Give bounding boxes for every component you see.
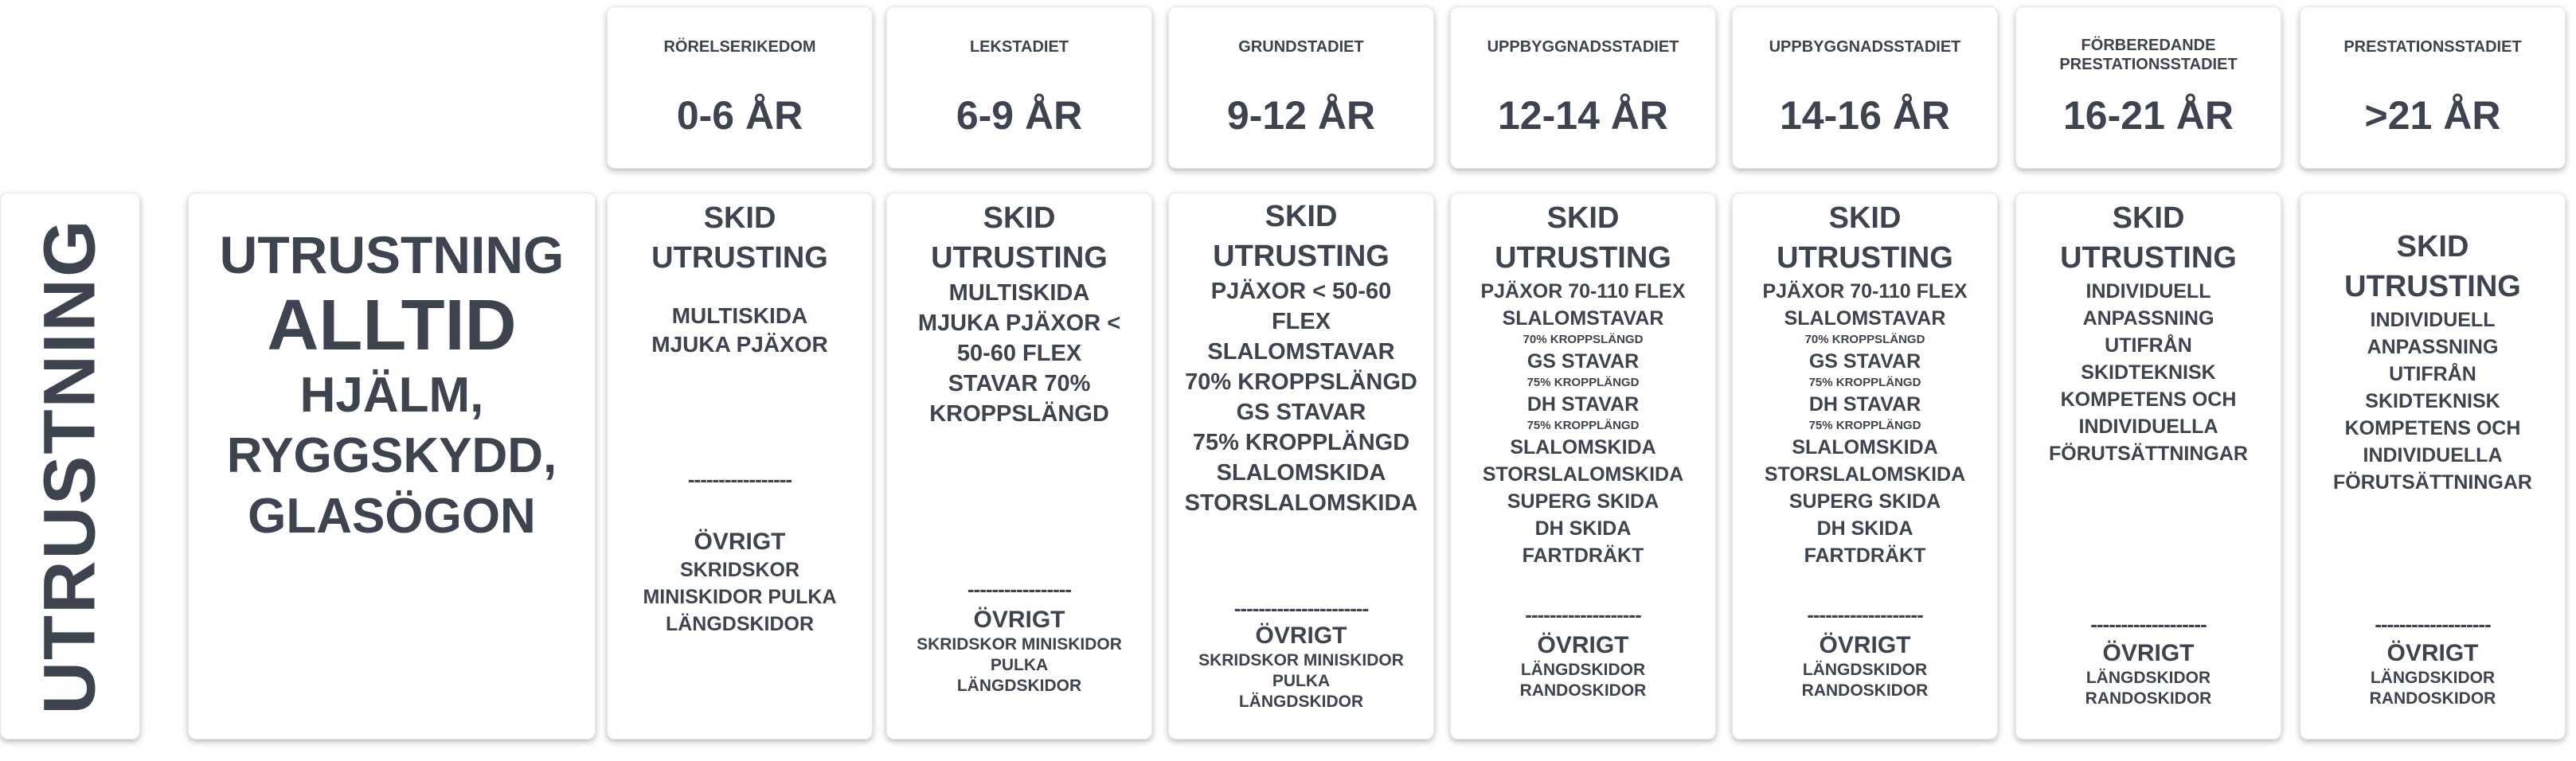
list-item: GS STAVAR	[1808, 350, 1921, 373]
list-item: DH STAVAR	[1808, 393, 1921, 416]
list-item: STORSLALOMSKIDA	[1482, 463, 1684, 486]
stage-age: 9-12 ÅR	[1226, 93, 1376, 138]
stage-name-line: PRESTATIONSSTADIET	[2059, 56, 2238, 73]
column-title: UTRUSTING	[2060, 241, 2237, 275]
list-item: GS STAVAR	[1526, 350, 1640, 373]
other-item: PULKA	[990, 656, 1049, 674]
list-item: SUPERG SKIDA	[1788, 490, 1941, 513]
divider: -------------------	[1525, 603, 1641, 626]
list-item: SUPERG SKIDA	[1507, 490, 1659, 513]
list-item: FLEX	[1271, 309, 1331, 334]
column-title: SKID	[1828, 201, 1902, 235]
other-item: LÄNGDSKIDOR	[956, 677, 1082, 695]
stage-name: RÖRELSERIKEDOM	[663, 38, 816, 56]
list-item: PJÄXOR 70-110 FLEX	[1480, 280, 1686, 302]
list-item: UTIFRÅN	[2389, 363, 2476, 385]
list-item: 70% KROPPSLÄNGD	[1185, 369, 1417, 395]
list-item: STAVAR 70%	[948, 371, 1091, 396]
column-title: UTRUSTING	[1495, 241, 1671, 275]
list-item: SKIDTEKNISK	[2365, 390, 2500, 412]
divider: -----------------	[967, 577, 1072, 601]
stage-name: GRUNDSTADIET	[1238, 38, 1364, 56]
list-item-note: 70% KROPPSLÄNGD	[1804, 333, 1925, 346]
other-title: ÖVRIGT	[1819, 632, 1911, 658]
divider: -------------------	[2375, 612, 2491, 636]
other-item: SKRIDSKOR MINISKIDOR	[1198, 651, 1404, 669]
stage-header-3	[1168, 6, 1434, 169]
column-title: UTRUSTING	[1777, 241, 1953, 275]
column-title: UTRUSTING	[931, 241, 1108, 275]
list-item: INDIVIDUELLA	[2363, 444, 2503, 466]
list-item: SLALOMSKIDA	[1216, 460, 1386, 486]
always-item: RYGGSKYDD,	[226, 428, 557, 483]
list-item-note: 75% KROPPLÄNGD	[1808, 419, 1921, 432]
list-item: FARTDRÄKT	[1804, 544, 1926, 567]
equipment-column-7	[2300, 193, 2566, 740]
column-title: SKID	[2396, 230, 2469, 263]
equipment-column-1	[607, 193, 873, 740]
other-item: LÄNGDSKIDOR	[2370, 669, 2496, 687]
list-item: KOMPETENS OCH	[2060, 388, 2237, 411]
stage-header-7	[2300, 6, 2566, 169]
column-title: UTRUSTING	[2344, 270, 2521, 303]
stage-name: UPPBYGGNADSSTADIET	[1769, 38, 1961, 56]
stage-age: 12-14 ÅR	[1498, 93, 1668, 138]
list-item: UTIFRÅN	[2105, 334, 2192, 357]
list-item: DH SKIDA	[1534, 517, 1632, 540]
list-item: 50-60 FLEX	[956, 341, 1082, 366]
list-item: SKIDTEKNISK	[2081, 361, 2216, 384]
list-item-note: 75% KROPPLÄNGD	[1526, 419, 1640, 432]
column-title: UTRUSTING	[1213, 240, 1390, 273]
other-item: LÄNGDSKIDOR	[665, 613, 815, 635]
stage-age: 14-16 ÅR	[1780, 93, 1950, 138]
other-item: RANDOSKIDOR	[2085, 689, 2212, 708]
column-title: SKID	[2112, 201, 2185, 235]
other-item: SKRIDSKOR	[679, 559, 799, 581]
stage-header-2	[886, 6, 1152, 169]
list-item: KROPPSLÄNGD	[929, 401, 1109, 427]
always-subheading: ALLTID	[267, 286, 517, 365]
stage-name-line: FÖRBEREDANDE	[2081, 37, 2216, 54]
list-item: ANPASSNING	[2367, 336, 2499, 358]
list-item: GS STAVAR	[1236, 400, 1366, 425]
other-title: ÖVRIGT	[1537, 632, 1629, 658]
equipment-column-3	[1168, 193, 1434, 740]
divider: -------------------	[2090, 612, 2207, 636]
list-item: INDIVIDUELL	[2085, 280, 2211, 302]
always-heading: UTRUSTNING	[219, 225, 565, 284]
equipment-column-4	[1450, 193, 1716, 740]
column-title: SKID	[1546, 201, 1620, 235]
list-item: FÖRUTSÄTTNINGAR	[2049, 443, 2248, 465]
other-item: LÄNGDSKIDOR	[1238, 693, 1364, 711]
list-item: DH STAVAR	[1526, 393, 1640, 416]
list-item: SLALOMSTAVAR	[1207, 339, 1395, 365]
list-item: STORSLALOMSKIDA	[1184, 490, 1418, 516]
list-item: MJUKA PJÄXOR <	[917, 310, 1121, 336]
list-item: MULTISKIDA	[671, 303, 808, 328]
other-item: PULKA	[1272, 672, 1331, 690]
stage-age: 6-9 ÅR	[956, 93, 1083, 138]
list-item: DH SKIDA	[1816, 517, 1913, 540]
list-item: KOMPETENS OCH	[2344, 417, 2521, 439]
list-item: SLALOMSTAVAR	[1784, 307, 1946, 330]
side-label: UTRUSTNING	[29, 217, 111, 715]
list-item-note: 70% KROPPSLÄNGD	[1523, 333, 1644, 346]
list-item: STORSLALOMSKIDA	[1764, 463, 1966, 486]
stage-header-5	[1732, 6, 1998, 169]
list-item: FÖRUTSÄTTNINGAR	[2333, 471, 2532, 494]
stage-name: UPPBYGGNADSSTADIET	[1487, 38, 1679, 56]
divider: -----------------	[687, 467, 792, 491]
list-item: INDIVIDUELLA	[2078, 416, 2218, 438]
other-item: MINISKIDOR PULKA	[643, 586, 837, 608]
stage-name: LEKSTADIET	[969, 38, 1069, 56]
list-item: PJÄXOR 70-110 FLEX	[1762, 280, 1968, 302]
list-item: PJÄXOR < 50-60	[1210, 279, 1392, 304]
other-item: RANDOSKIDOR	[2369, 689, 2496, 708]
list-item: SLALOMSKIDA	[1792, 436, 1938, 459]
other-title: ÖVRIGT	[2386, 640, 2479, 666]
stage-age: 16-21 ÅR	[2063, 93, 2234, 138]
other-title: ÖVRIGT	[1255, 622, 1347, 649]
list-item: 75% KROPPLÄNGD	[1192, 430, 1410, 455]
list-item: SLALOMSKIDA	[1510, 436, 1656, 459]
column-title: UTRUSTING	[651, 241, 828, 275]
stage-header-6	[2015, 6, 2281, 169]
other-item: LÄNGDSKIDOR	[1802, 661, 1928, 679]
stage-name	[2023, 36, 2274, 74]
stage-age: >21 ÅR	[2364, 93, 2501, 138]
other-title: ÖVRIGT	[973, 607, 1065, 633]
always-item: GLASÖGON	[248, 489, 536, 544]
always-item: HJÄLM,	[299, 368, 484, 423]
list-item: INDIVIDUELL	[2370, 309, 2496, 331]
stage-name: PRESTATIONSSTADIET	[2343, 38, 2522, 56]
stage-header-4	[1450, 6, 1716, 169]
column-title: SKID	[703, 201, 776, 235]
divider: -------------------	[1807, 603, 1923, 626]
other-item: LÄNGDSKIDOR	[1520, 661, 1646, 679]
other-title: ÖVRIGT	[694, 529, 786, 555]
other-item: SKRIDSKOR MINISKIDOR	[917, 635, 1122, 654]
list-item: ANPASSNING	[2082, 307, 2214, 330]
list-item-note: 75% KROPPLÄNGD	[1808, 376, 1921, 389]
stage-header-1	[607, 6, 873, 169]
stage-age: 0-6 ÅR	[676, 93, 803, 138]
side-label-card	[0, 193, 140, 740]
list-item: SLALOMSTAVAR	[1502, 307, 1664, 330]
equipment-column-6	[2015, 193, 2281, 740]
equipment-column-5	[1732, 193, 1998, 740]
list-item: MULTISKIDA	[948, 280, 1090, 306]
list-item-note: 75% KROPPLÄNGD	[1526, 376, 1640, 389]
column-title: SKID	[1265, 200, 1338, 233]
divider: ----------------------	[1233, 596, 1369, 620]
always-equipment-card	[188, 193, 596, 740]
list-item: FARTDRÄKT	[1522, 544, 1644, 567]
other-item: RANDOSKIDOR	[1519, 681, 1647, 700]
other-title: ÖVRIGT	[2102, 640, 2195, 666]
other-item: RANDOSKIDOR	[1801, 681, 1929, 700]
other-item: LÄNGDSKIDOR	[2085, 669, 2211, 687]
list-item: MJUKA PJÄXOR	[651, 332, 828, 357]
equipment-column-2	[886, 193, 1152, 740]
column-title: SKID	[983, 201, 1056, 235]
